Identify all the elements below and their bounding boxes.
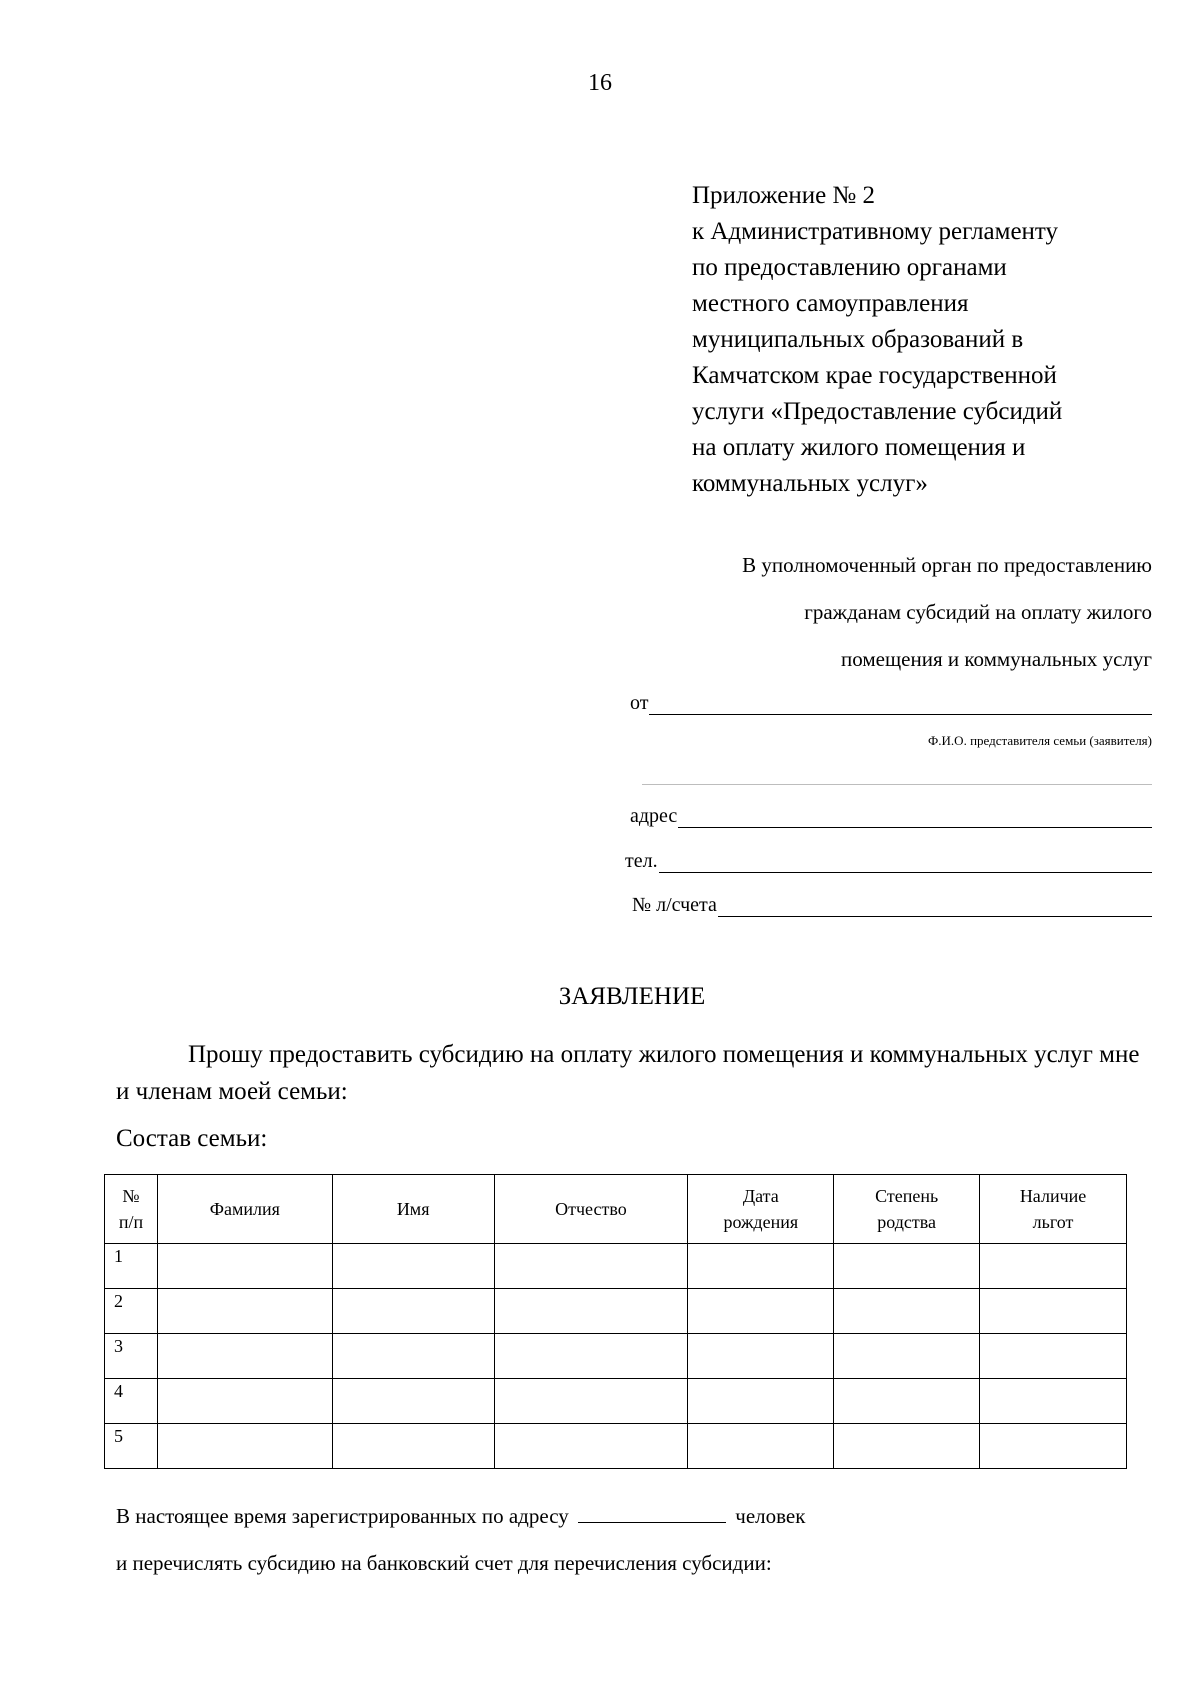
table-cell[interactable] — [332, 1289, 494, 1334]
table-row — [105, 1244, 1127, 1289]
request-text: Прошу предоставить субсидию на оплату жилого помещения и коммунальных услуг мне и членам моей семьи: — [116, 1041, 1140, 1105]
appendix-line: коммунальных услуг» — [692, 470, 928, 497]
header-relation: Степень родства — [834, 1175, 980, 1244]
header-name: Имя — [332, 1175, 494, 1244]
address-label: адрес — [630, 805, 678, 827]
table-cell[interactable] — [834, 1424, 980, 1469]
appendix-line: Приложение № 2 — [692, 182, 876, 209]
registered-text-before: В настоящее время зарегистрированных по адресу — [116, 1504, 569, 1528]
table-cell[interactable] — [494, 1379, 688, 1424]
table-cell[interactable] — [688, 1424, 834, 1469]
address-input-line[interactable] — [678, 805, 1152, 828]
registered-count-blank[interactable] — [578, 1504, 726, 1523]
table-cell[interactable] — [157, 1244, 332, 1289]
appendix-heading — [692, 178, 1062, 502]
family-heading: Состав семьи: — [116, 1125, 268, 1152]
row-number: 3 — [105, 1334, 158, 1379]
phone-input-line[interactable] — [659, 850, 1152, 873]
table-cell[interactable] — [980, 1244, 1127, 1289]
recipient-line-1: В уполномоченный орган по предоставлению — [742, 553, 1152, 577]
appendix-line: на оплату жилого помещения и — [692, 434, 1026, 461]
registered-text-after: человек — [735, 1504, 806, 1528]
appendix-line: местного самоуправления — [692, 290, 969, 317]
table-cell[interactable] — [157, 1289, 332, 1334]
phone-field[interactable] — [625, 850, 1152, 873]
recipient-line-3: помещения и коммунальных услуг — [841, 647, 1152, 671]
table-cell[interactable] — [688, 1379, 834, 1424]
table-cell[interactable] — [688, 1289, 834, 1334]
document-title: ЗАЯВЛЕНИЕ — [558, 983, 706, 1010]
table-cell[interactable] — [157, 1424, 332, 1469]
table-cell[interactable] — [980, 1334, 1127, 1379]
transfer-text: и перечислять субсидию на банковский счет для перечисления субсидии: — [116, 1551, 772, 1575]
appendix-line: к Административному регламенту — [692, 218, 1059, 245]
fio-caption: Ф.И.О. представителя семьи (заявителя) — [928, 733, 1152, 748]
table-cell[interactable] — [834, 1289, 980, 1334]
appendix-line: муниципальных образований в — [692, 326, 1024, 353]
from-input-line[interactable] — [649, 692, 1152, 715]
address-field[interactable] — [630, 805, 1152, 828]
table-cell[interactable] — [157, 1379, 332, 1424]
table-cell[interactable] — [980, 1424, 1127, 1469]
row-number: 1 — [105, 1244, 158, 1289]
appendix-line: по предоставлению органами — [692, 254, 1007, 281]
separator-line — [642, 784, 1152, 785]
table-cell[interactable] — [494, 1244, 688, 1289]
table-cell[interactable] — [980, 1379, 1127, 1424]
table-cell[interactable] — [494, 1289, 688, 1334]
appendix-line: услуги «Предоставление субсидий — [692, 398, 1063, 425]
family-table — [104, 1174, 1127, 1469]
table-header-row — [105, 1175, 1127, 1244]
appendix-line: Камчатском крае государственной — [692, 362, 1057, 389]
account-input-line[interactable] — [718, 894, 1152, 917]
row-number: 5 — [105, 1424, 158, 1469]
table-cell[interactable] — [332, 1334, 494, 1379]
table-cell[interactable] — [332, 1379, 494, 1424]
from-field[interactable] — [630, 692, 1152, 715]
page-number: 16 — [588, 70, 612, 96]
header-patronymic: Отчество — [494, 1175, 688, 1244]
table-row — [105, 1379, 1127, 1424]
account-label: № л/счета — [632, 894, 717, 916]
table-cell[interactable] — [332, 1424, 494, 1469]
table-row — [105, 1334, 1127, 1379]
header-birth-date: Дата рождения — [688, 1175, 834, 1244]
table-cell[interactable] — [834, 1244, 980, 1289]
table-cell[interactable] — [834, 1334, 980, 1379]
header-surname: Фамилия — [157, 1175, 332, 1244]
from-label: от — [630, 692, 649, 714]
header-number: № п/п — [105, 1175, 158, 1244]
account-field[interactable] — [632, 894, 1152, 917]
table-cell[interactable] — [157, 1334, 332, 1379]
table-cell[interactable] — [688, 1334, 834, 1379]
header-benefits: Наличие льгот — [980, 1175, 1127, 1244]
table-row — [105, 1289, 1127, 1334]
table-row — [105, 1424, 1127, 1469]
table-cell[interactable] — [688, 1244, 834, 1289]
row-number: 2 — [105, 1289, 158, 1334]
recipient-line-2: гражданам субсидий на оплату жилого — [804, 600, 1152, 624]
table-cell[interactable] — [834, 1379, 980, 1424]
table-cell[interactable] — [980, 1289, 1127, 1334]
phone-label: тел. — [625, 850, 658, 872]
table-cell[interactable] — [494, 1334, 688, 1379]
table-cell[interactable] — [332, 1244, 494, 1289]
table-cell[interactable] — [494, 1424, 688, 1469]
registered-count-line — [116, 1504, 805, 1529]
row-number: 4 — [105, 1379, 158, 1424]
